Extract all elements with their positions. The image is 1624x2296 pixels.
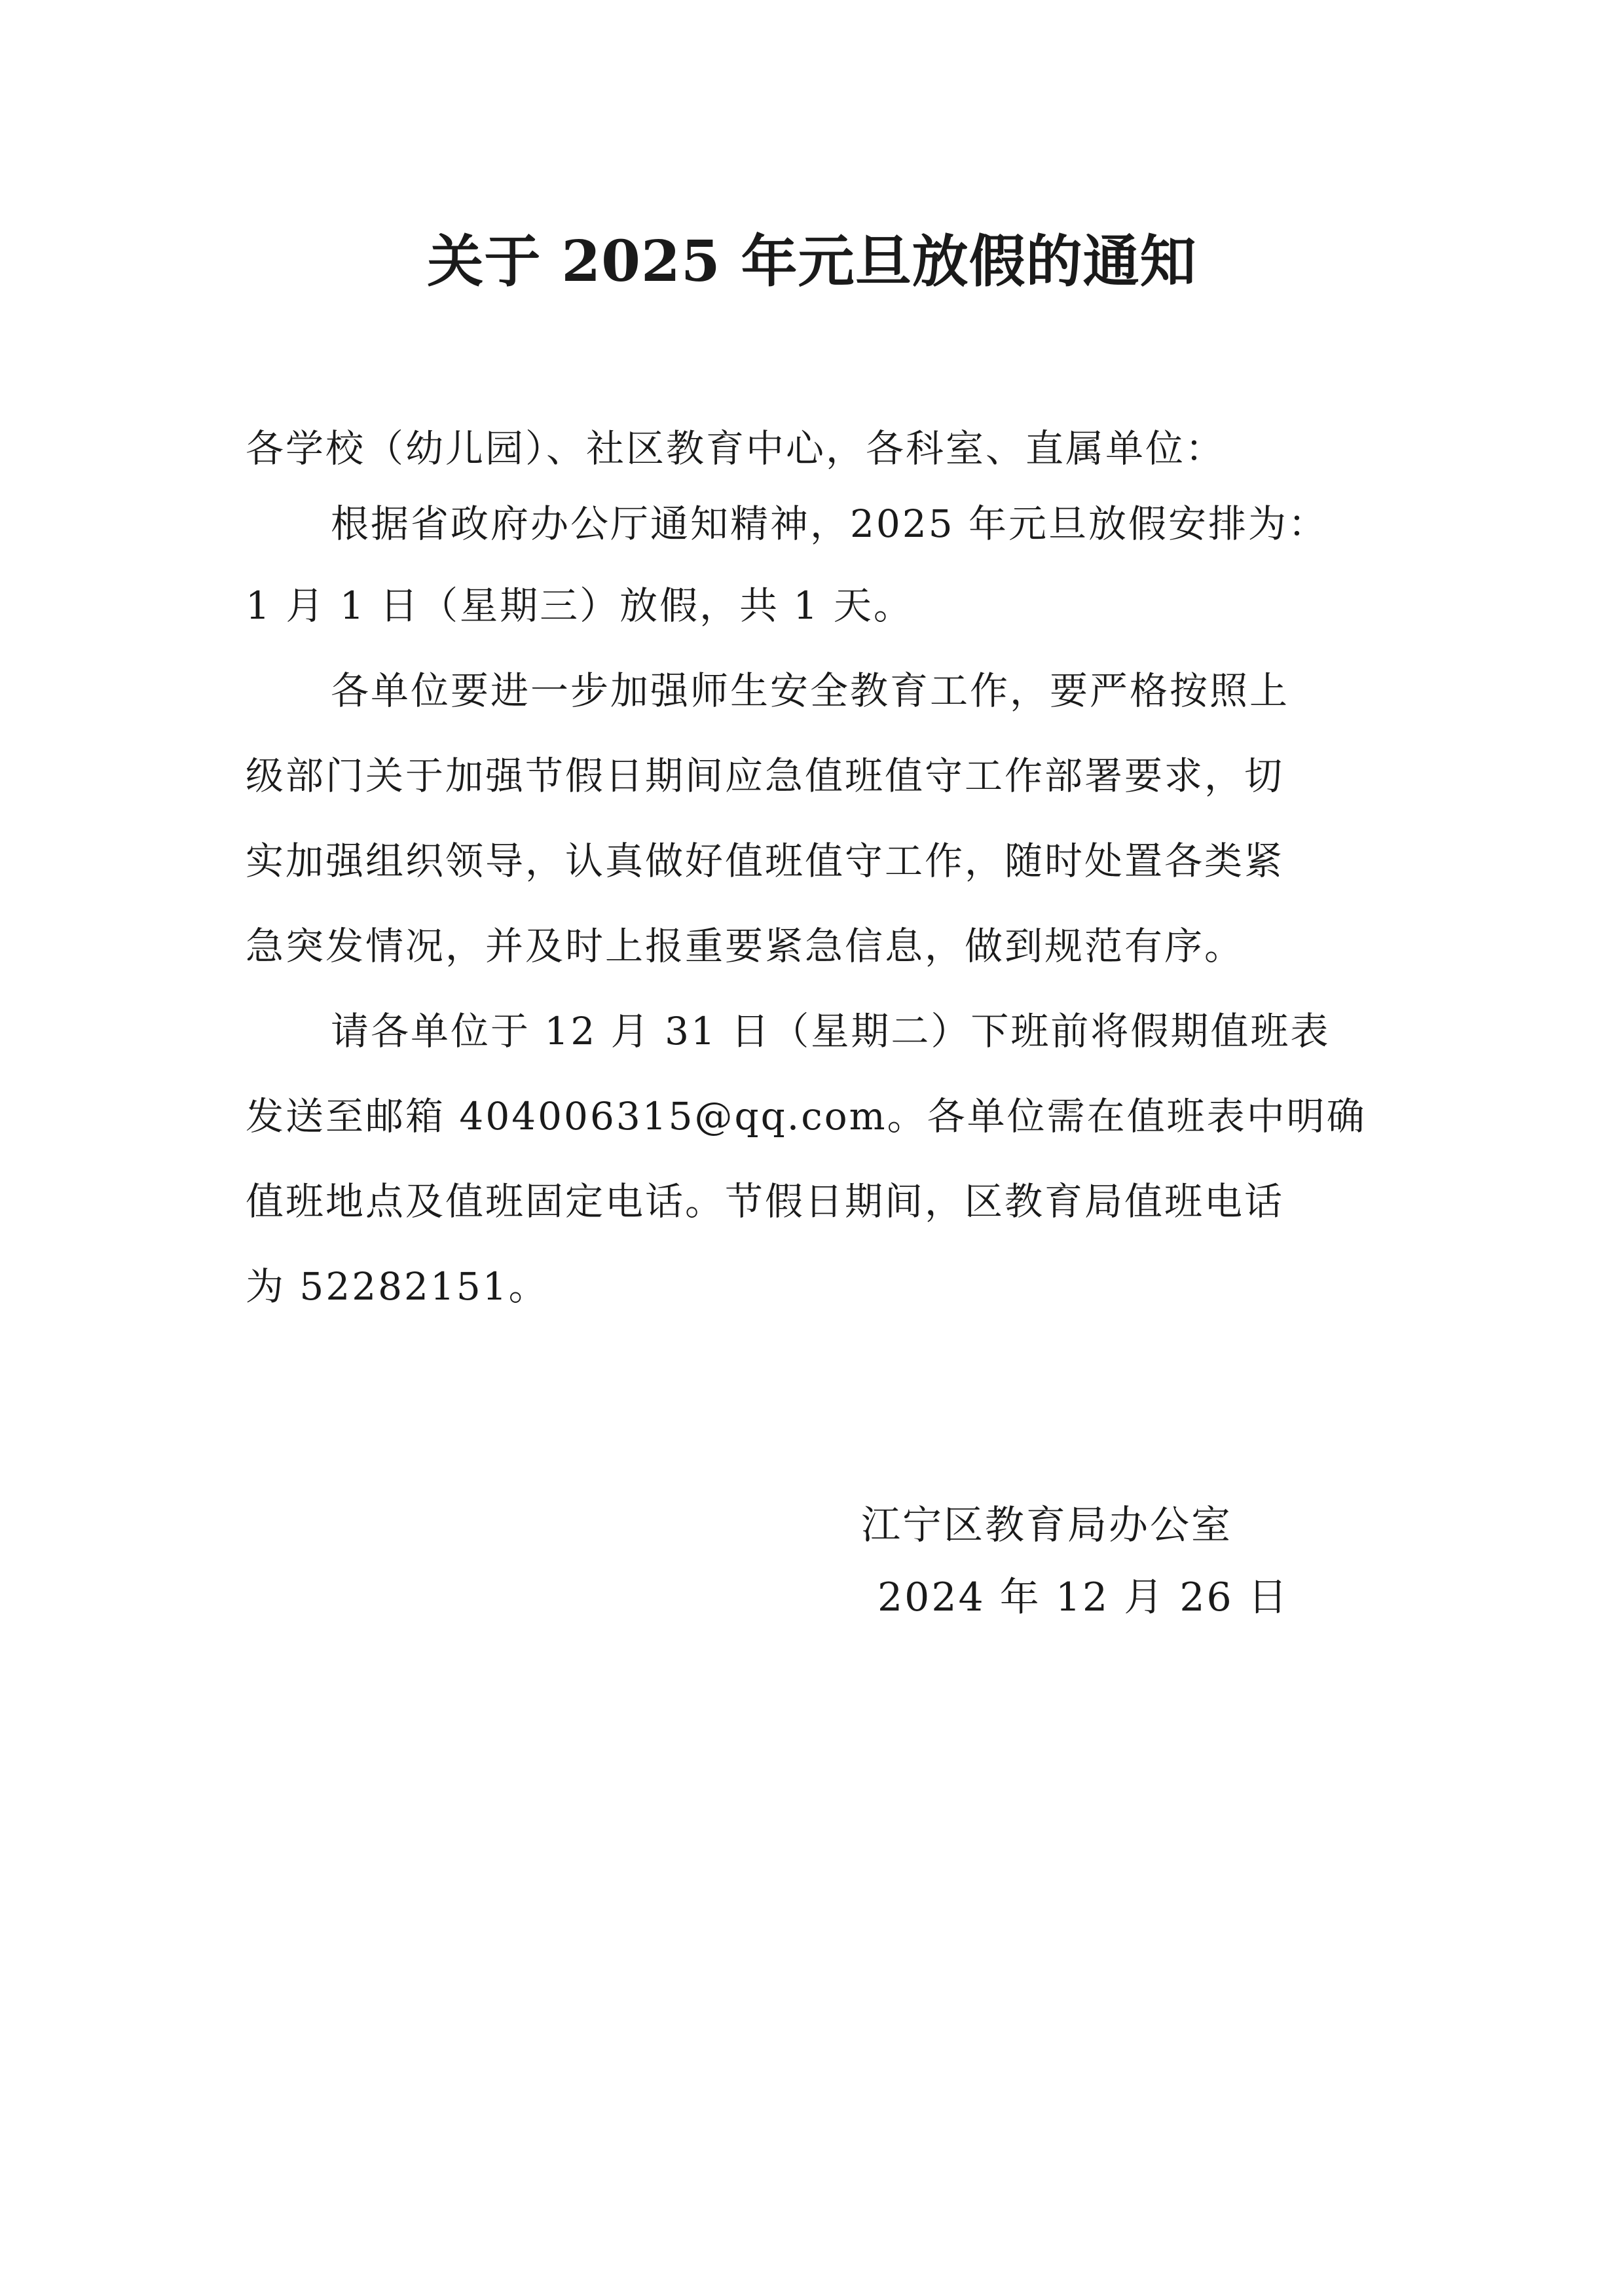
paragraph-line: 实加强组织领导，认真做好值班值守工作，随时处置各类紧 — [246, 839, 1285, 883]
paragraph-line: 级部门关于加强节假日期间应急值班值守工作部署要求，切 — [246, 754, 1285, 798]
paragraph-line: 值班地点及值班固定电话。节假日期间，区教育局值班电话 — [246, 1179, 1285, 1224]
addressee: 各学校（幼儿园）、社区教育中心，各科室、直属单位： — [246, 426, 1226, 471]
issue-date: 2024 年 12 月 26 日 — [877, 1575, 1289, 1620]
document-title: 关于 2025 年元旦放假的通知 — [427, 228, 1197, 295]
paragraph-line: 为 52282151。 — [246, 1264, 549, 1309]
paragraph-line: 发送至邮箱 404006315@qq.com。各单位需在值班表中明确 — [246, 1094, 1367, 1139]
paragraph-line: 急突发情况，并及时上报重要紧急信息，做到规范有序。 — [246, 924, 1245, 968]
paragraph-line: 1 月 1 日（星期三）放假，共 1 天。 — [246, 583, 913, 628]
paragraph-line: 各单位要进一步加强师生安全教育工作，要严格按照上 — [331, 668, 1290, 713]
paragraph-line: 根据省政府办公厅通知精神，2025 年元旦放假安排为： — [331, 501, 1329, 546]
paragraph-line: 请各单位于 12 月 31 日（星期二）下班前将假期值班表 — [331, 1009, 1331, 1053]
issuer-name: 江宁区教育局办公室 — [861, 1503, 1232, 1548]
